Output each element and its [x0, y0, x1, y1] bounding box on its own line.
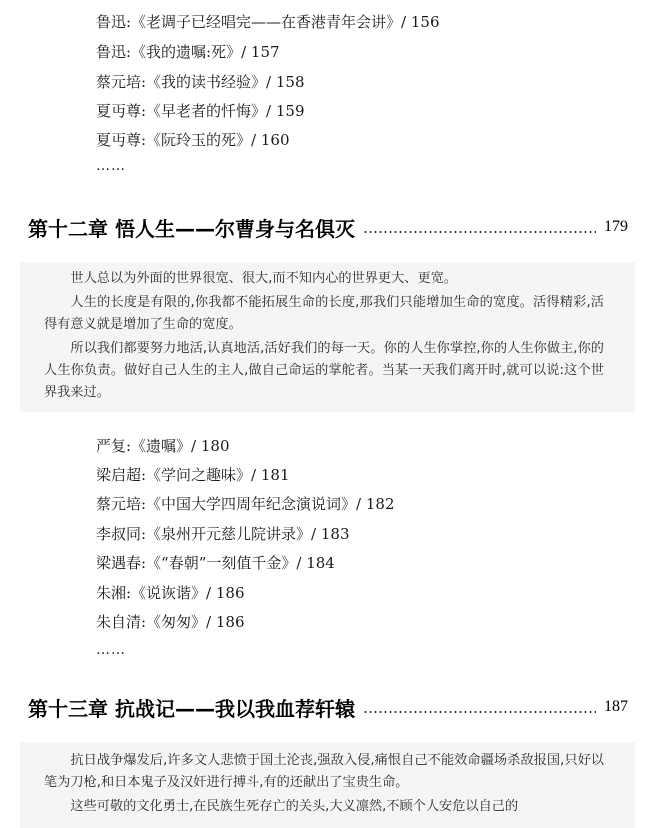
dot-leader — [363, 231, 596, 233]
chapter-title: 第十二章 悟人生——尔曹身与名俱灭 — [28, 216, 355, 241]
intro-paragraph: 抗日战争爆发后,许多文人悲愤于国土沦丧,强敌入侵,痛恨自己不能效命疆场杀敌报国,只好以笔为刀枪,和日本鬼子及汉奸进行搏斗,有的还献出了宝贵生命。 — [44, 753, 604, 790]
ellipsis: …… — [96, 642, 126, 658]
toc-entry: 蔡元培:《中国大学四周年纪念演说词》/ 182 — [96, 495, 395, 513]
toc-entry: 李叔同:《泉州开元慈儿院讲录》/ 183 — [96, 525, 350, 543]
toc-entry: 严复:《遗嘱》/ 180 — [96, 437, 230, 455]
intro-paragraph: 这些可敬的文化勇士,在民族生死存亡的关头,大义凛然,不顾个人安危以自己的 — [70, 799, 519, 814]
toc-entry: 夏丏尊:《阮玲玉的死》/ 160 — [96, 131, 290, 149]
toc-entry: 梁遇春:《“春朝”一刻值千金》/ 184 — [96, 554, 335, 572]
ellipsis: …… — [96, 158, 126, 174]
intro-paragraph: 世人总以为外面的世界很宽、很大,而不知内心的世界更大、更宽。 — [70, 271, 458, 286]
toc-entry: 鲁迅:《我的遗嘱:死》/ 157 — [96, 43, 280, 61]
toc-entry: 鲁迅:《老调子已经唱完——在香港青年会讲》/ 156 — [96, 13, 440, 31]
toc-entry: 蔡元培:《我的读书经验》/ 158 — [96, 73, 305, 91]
dot-leader — [363, 711, 596, 713]
chapter-page-number: 179 — [604, 218, 628, 235]
chapter-13-intro — [44, 750, 604, 820]
chapter-12-heading — [28, 212, 628, 242]
intro-paragraph: 人生的长度是有限的,你我都不能拓展生命的长度,那我们只能增加生命的宽度。活得精彩,活得有意义就是增加了生命的宽度。 — [44, 295, 604, 332]
toc-entry: 朱湘:《说诙谐》/ 186 — [96, 584, 245, 602]
chapter-12-intro — [44, 268, 604, 406]
chapter-13-heading — [28, 692, 628, 722]
toc-entry: 朱自清:《匆匆》/ 186 — [96, 613, 245, 631]
toc-entry: 梁启超:《学问之趣味》/ 181 — [96, 466, 290, 484]
intro-paragraph: 所以我们都要努力地活,认真地活,活好我们的每一天。你的人生你掌控,你的人生你做主,你的人生你负责。做好自己人生的主人,做自己命运的掌舵者。当某一天我们离开时,就可以说:这个世界我来过。 — [44, 341, 604, 400]
chapter-title: 第十三章 抗战记——我以我血荐轩辕 — [28, 696, 355, 721]
chapter-page-number: 187 — [604, 698, 628, 715]
toc-entry: 夏丏尊:《早老者的忏悔》/ 159 — [96, 102, 305, 120]
